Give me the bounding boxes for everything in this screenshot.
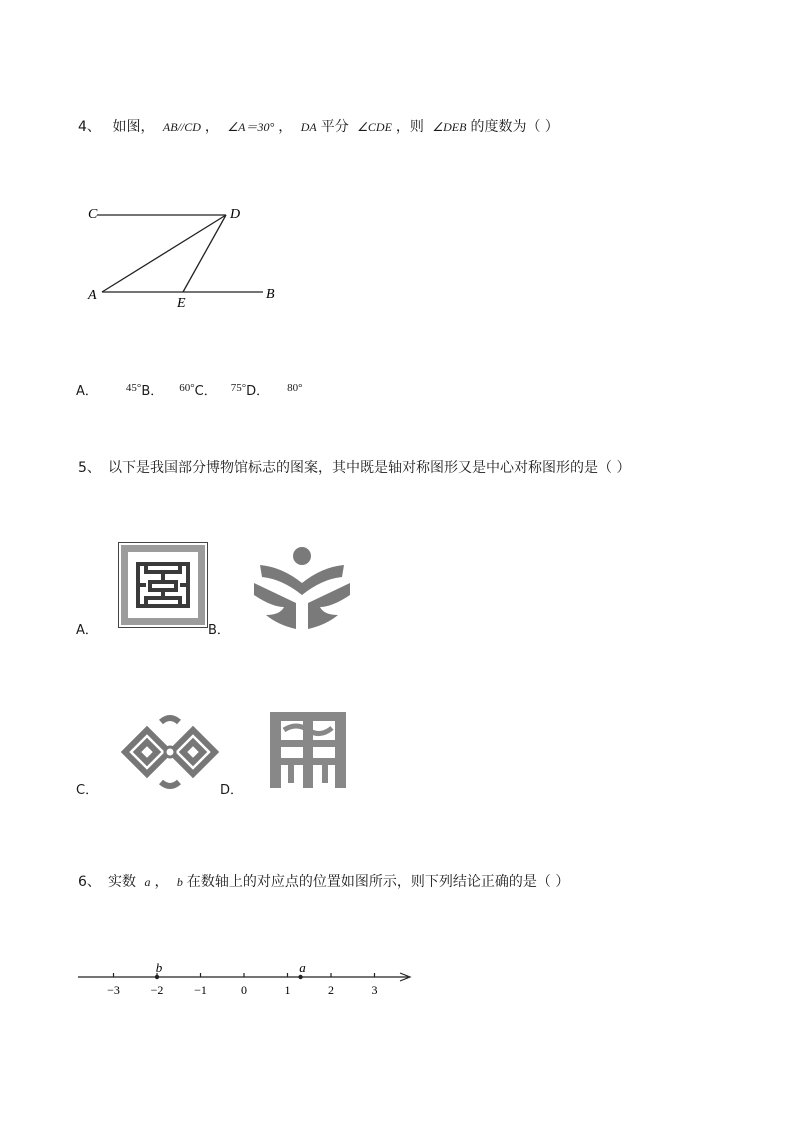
- q4-bisect-text: 平分: [320, 119, 349, 135]
- q4-parallel-math: AB//CD: [162, 120, 201, 134]
- option-d-label[interactable]: D．: [246, 384, 270, 399]
- number-line-tick-label: 3: [371, 983, 378, 997]
- q4-options: [76, 380, 303, 399]
- number-line-point-label: a: [299, 960, 306, 975]
- q4-then-text: ，则: [395, 119, 424, 135]
- label-e: E: [177, 296, 186, 311]
- q6-text: 在数轴上的对应点的位置如图所示，则下列结论正确的是（ ）: [186, 874, 570, 890]
- q5-option-c-label[interactable]: C．: [76, 783, 99, 798]
- option-b-value: 60°: [179, 382, 195, 394]
- question-4-stem: [78, 116, 559, 136]
- q4-angle-cde-math: ∠CDE: [357, 120, 392, 134]
- question-6-stem: [78, 871, 569, 891]
- q4-angle-deb-math: ∠DEB: [432, 120, 467, 134]
- option-c-value: 75°: [230, 382, 247, 394]
- number-line-point-b: [155, 975, 159, 979]
- q6-sep: ，: [154, 874, 169, 890]
- number-line-point-label: b: [155, 960, 163, 975]
- seal-character-logo-icon[interactable]: [266, 706, 350, 792]
- question-number: 5、: [78, 460, 101, 476]
- option-b-label[interactable]: B．: [141, 384, 164, 399]
- label-c: C: [88, 207, 98, 222]
- q5-option-d-label[interactable]: D．: [220, 783, 244, 798]
- option-a-label[interactable]: A．: [76, 384, 98, 399]
- label-a: A: [88, 288, 97, 303]
- q4-angle-a-math: ∠A＝30°: [227, 120, 275, 134]
- q4-sep: ，: [278, 119, 293, 135]
- maze-square-logo-icon[interactable]: [118, 542, 208, 628]
- q6-a-math: a: [144, 875, 151, 889]
- number-line-figure: [70, 955, 420, 1005]
- q4-da-math: DA: [300, 120, 317, 134]
- segment-ad: [102, 215, 226, 292]
- q5-option-a-label[interactable]: A．: [76, 623, 98, 638]
- shield-figure-logo-icon[interactable]: [252, 545, 352, 633]
- number-line-tick-label: −1: [194, 983, 207, 997]
- number-line-tick-label: 0: [241, 983, 247, 997]
- number-line-point-a: [298, 975, 302, 979]
- question-5-stem: [78, 457, 630, 477]
- q5-option-b-label[interactable]: B．: [208, 623, 230, 638]
- option-a-value: 45°: [125, 382, 142, 394]
- number-line-tick-label: −3: [107, 983, 120, 997]
- number-line-tick-label: −2: [150, 983, 164, 997]
- number-line-tick-label: 2: [328, 983, 334, 997]
- option-c-label[interactable]: C．: [194, 384, 217, 399]
- q5-text: 以下是我国部分博物馆标志的图案，其中既是轴对称图形又是中心对称图形的是（ ）: [108, 460, 631, 476]
- knot-logo-icon[interactable]: [117, 712, 223, 792]
- label-d: D: [230, 207, 241, 222]
- question-number: 6、: [78, 874, 101, 890]
- q6-b-math: b: [176, 875, 183, 889]
- label-b: B: [266, 287, 275, 302]
- q4-ask-text: 的度数为（ ）: [470, 119, 559, 135]
- option-d-value: 80°: [287, 382, 303, 394]
- q6-prefix: 实数: [108, 874, 136, 890]
- q4-sep: ，: [204, 119, 219, 135]
- q4-prefix: 如图，: [112, 119, 155, 135]
- segment-ed: [183, 215, 226, 292]
- q4-geometry-figure: [80, 198, 290, 313]
- number-line-tick-label: 1: [284, 983, 291, 997]
- question-number: 4、: [78, 119, 101, 135]
